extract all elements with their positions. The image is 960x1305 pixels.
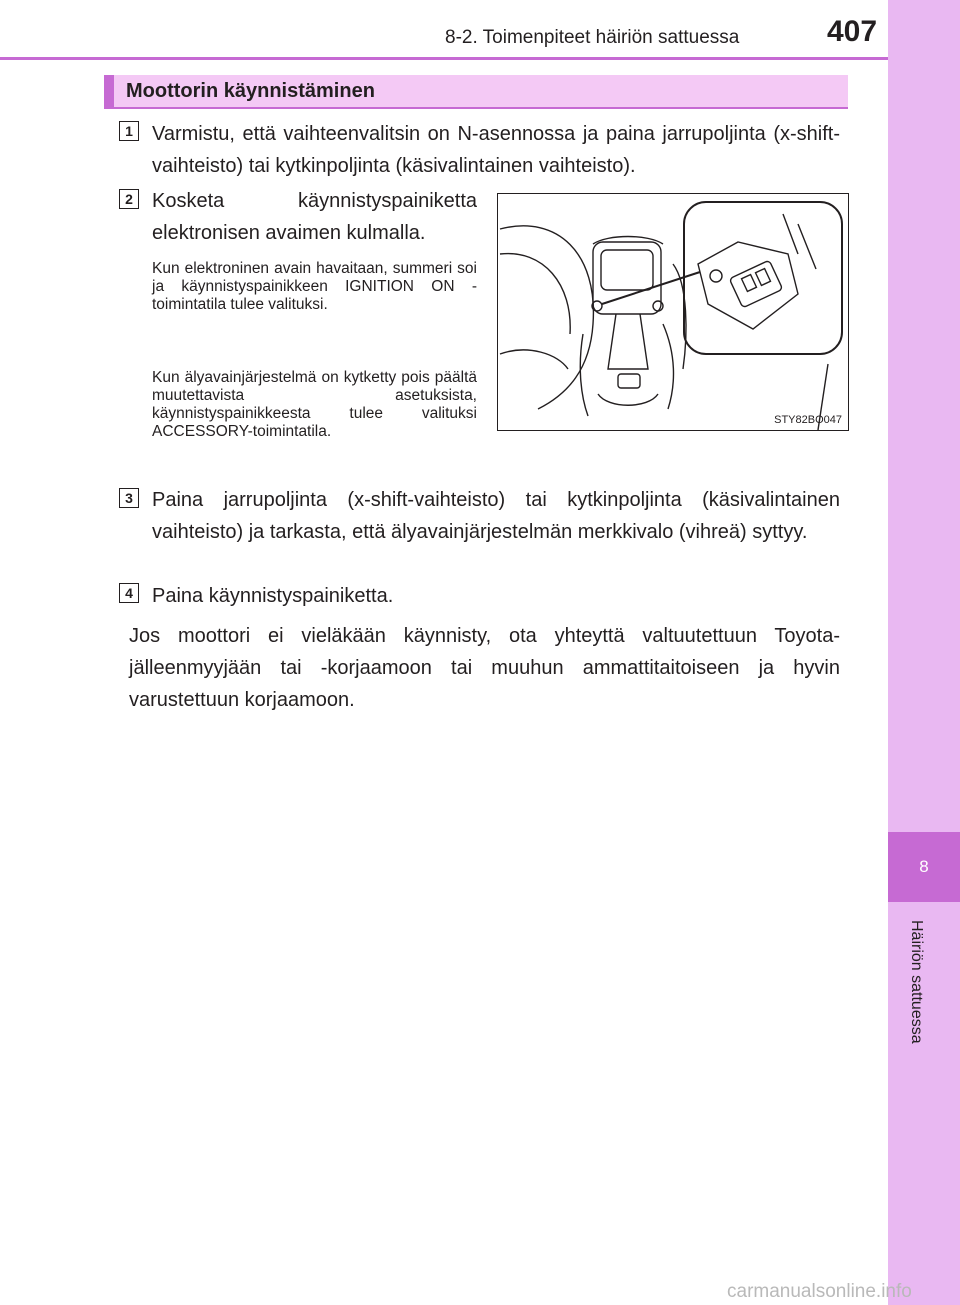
chapter-tab-strip [888, 0, 960, 1305]
figure-key-touch-start-button [497, 193, 849, 431]
figure-code: STY82BO047 [774, 414, 842, 426]
step-4-text: Paina käynnistyspainiketta. [152, 585, 394, 607]
section-heading-bar [104, 75, 848, 109]
watermark: carmanualsonline.info [727, 1281, 912, 1302]
step-4-number: 4 [119, 583, 139, 603]
section-heading-accent [104, 75, 114, 107]
step-2-note-2: Kun älyavainjärjestelmä on kytketty pois päältä muutettavista asetuksista, käynnistyspainikkeesta tulee valituksi ACCESSORY-toimintatila. [152, 369, 477, 440]
page-number: 407 [827, 15, 878, 48]
closing-paragraph: Jos moottori ei vieläkään käynnisty, ota yhteyttä valtuutettuun Toyota-jälleenmyyjään tai -korjaamoon tai muuhun ammattitaitoiseen ja hyvin varustettuun korjaamoon. [129, 625, 840, 711]
header-divider [0, 57, 888, 60]
chapter-label: Häiriön sattuessa [908, 920, 925, 1044]
step-1-number: 1 [119, 121, 139, 141]
step-1-text: Varmistu, että vaihteenvalitsin on N-asennossa ja paina jarrupoljinta (x-shift-vaihteisto) tai kytkinpoljinta (käsivalintainen vaihteisto). [152, 123, 840, 177]
step-3-text: Paina jarrupoljinta (x-shift-vaihteisto) tai kytkinpoljinta (käsivalintainen vaihteisto) ja tarkasta, että älyavainjärjestelmän merkkivalo (vihreä) syttyy. [152, 489, 840, 543]
dashboard-illustration [498, 194, 848, 430]
running-header: 8-2. Toimenpiteet häiriön sattuessa [445, 27, 740, 48]
step-2-number: 2 [119, 189, 139, 209]
step-2-text: Kosketa käynnistyspainiketta elektronisen avaimen kulmalla. [152, 190, 477, 244]
step-3-number: 3 [119, 488, 139, 508]
section-title: Moottorin käynnistäminen [126, 80, 375, 102]
step-2-note-1: Kun elektroninen avain havaitaan, summeri soi ja käynnistyspainikkeen IGNITION ON -toimintatila tulee valituksi. [152, 260, 477, 313]
chapter-number-tab[interactable]: 8 [888, 832, 960, 902]
